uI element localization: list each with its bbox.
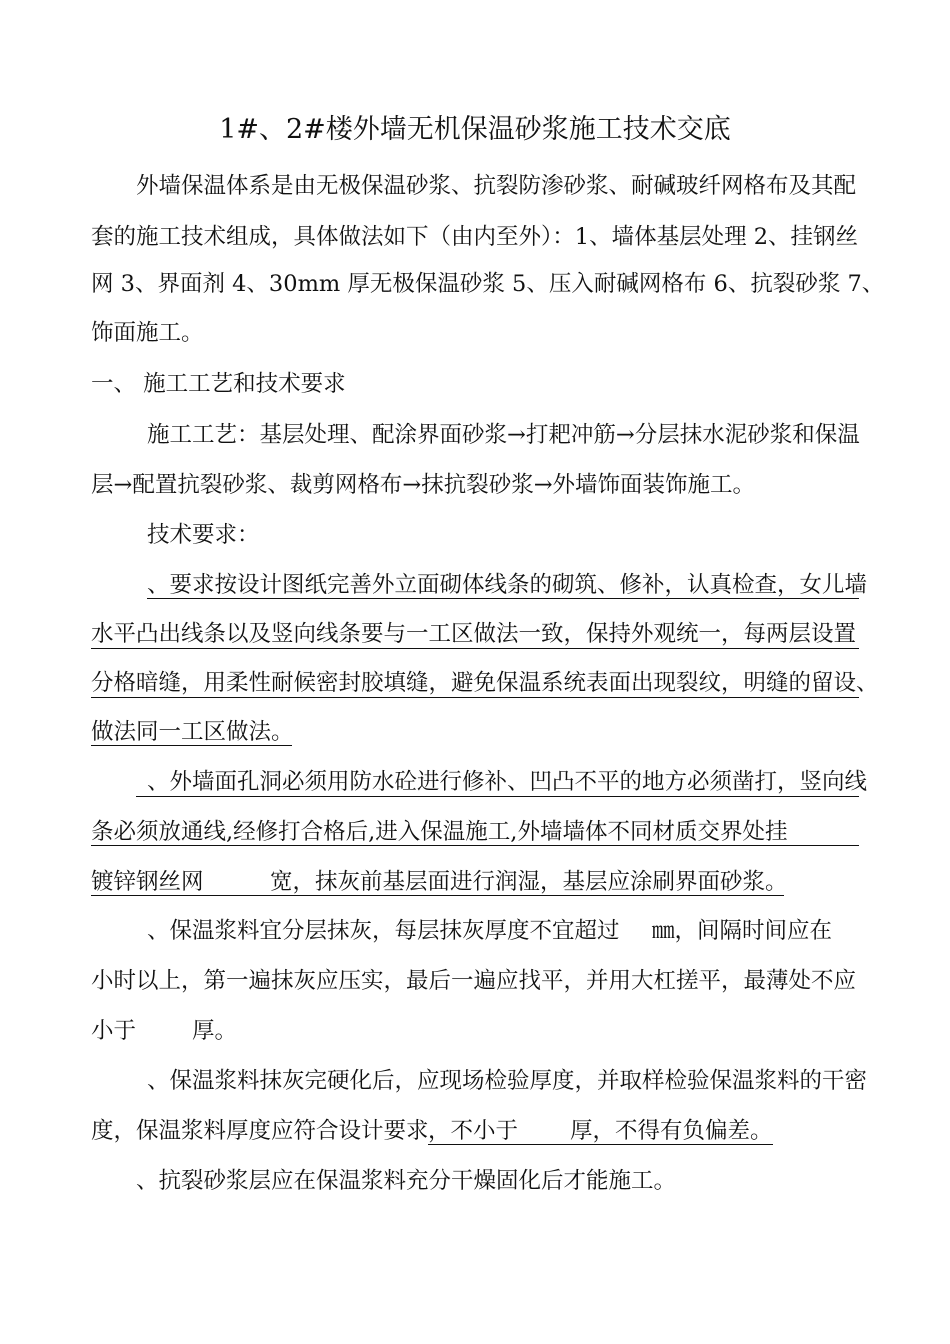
requirement-3-line-2: 小时以上，第一遍抹灰应压实，最后一遍应找平，并用大杠搓平，最薄处不应 — [91, 968, 857, 994]
requirement-2-line-3b: 宽，抹灰前基层面进行润湿，基层应涂刷界面砂浆。 — [270, 869, 788, 895]
section-heading: 一、 施工工艺和技术要求 — [91, 371, 346, 397]
underline-rule — [91, 895, 784, 896]
intro-line-1: 外墙保温体系是由无极保温砂浆、抗裂防渗砂浆、耐碱玻纤网格布及其配 — [136, 173, 857, 199]
requirement-3-line-3a: 小于 — [91, 1018, 137, 1044]
requirement-1-line-2: 水平凸出线条以及竖向线条要与一工区做法一致，保持外观统一，每两层设置 — [91, 621, 857, 647]
requirement-1-line-1: 、要求按设计图纸完善外立面砌体线条的砌筑、修补，认真检查，女儿墙 — [147, 572, 868, 598]
requirement-4-line-2c: 厚，不得有负偏差。 — [570, 1118, 773, 1144]
requirement-4-line-1: 、保温浆料抹灰完硬化后，应现场检验厚度，并取样检验保温浆料的干密 — [147, 1068, 868, 1094]
underline-rule — [91, 845, 859, 846]
process-line-1: 施工工艺：基层处理、配涂界面砂浆→打耙冲筋→分层抹水泥砂浆和保温 — [147, 422, 860, 448]
underline-rule — [428, 1144, 773, 1145]
requirement-3-line-1b: ㎜，间隔时间应在 — [652, 918, 833, 944]
process-line-2: 层→配置抗裂砂浆、裁剪网格布→抹抗裂砂浆→外墙饰面装饰施工。 — [91, 472, 756, 498]
intro-line-2: 套的施工技术组成，具体做法如下（由内至外）：1、墙体基层处理 2、挂钢丝 — [91, 224, 859, 250]
requirement-1-line-3: 分格暗缝，用柔性耐候密封胶填缝，避免保温系统表面出现裂纹，明缝的留设、 — [91, 670, 879, 696]
requirement-2-line-1: 、外墙面孔洞必须用防水砼进行修补、凹凸不平的地方必须凿打，竖向线 — [147, 769, 868, 795]
requirement-4-line-2a: 度，保温浆料厚度应符合设计要求 — [91, 1118, 429, 1144]
requirement-3-line-1a: 、保温浆料宜分层抹灰，每层抹灰厚度不宜超过 — [147, 918, 620, 944]
requirement-2-line-3a: 镀锌钢丝网 — [91, 869, 204, 895]
requirement-2-line-2: 条必须放通线,经修打合格后,进入保温施工,外墙墙体不同材质交界处挂 — [91, 819, 788, 845]
requirement-1-line-4: 做法同一工区做法。 — [91, 719, 294, 745]
underline-rule — [136, 796, 859, 797]
underline-rule — [91, 745, 292, 746]
requirement-3-line-3b: 厚。 — [192, 1018, 238, 1044]
underline-rule — [147, 598, 859, 599]
intro-line-4: 饰面施工。 — [91, 320, 204, 346]
tech-requirements-heading: 技术要求： — [147, 522, 260, 548]
requirement-5-line: 、抗裂砂浆层应在保温浆料充分干燥固化后才能施工。 — [136, 1168, 677, 1194]
document-title: 1#、2#楼外墙无机保温砂浆施工技术交底 — [219, 114, 731, 145]
underline-rule — [91, 648, 859, 649]
requirement-4-line-2b: ，不小于 — [428, 1118, 519, 1144]
intro-line-3: 网 3、界面剂 4、30mm 厚无极保温砂浆 5、压入耐碱网格布 6、抗裂砂浆 7、 — [91, 271, 885, 297]
underline-rule — [91, 697, 859, 698]
